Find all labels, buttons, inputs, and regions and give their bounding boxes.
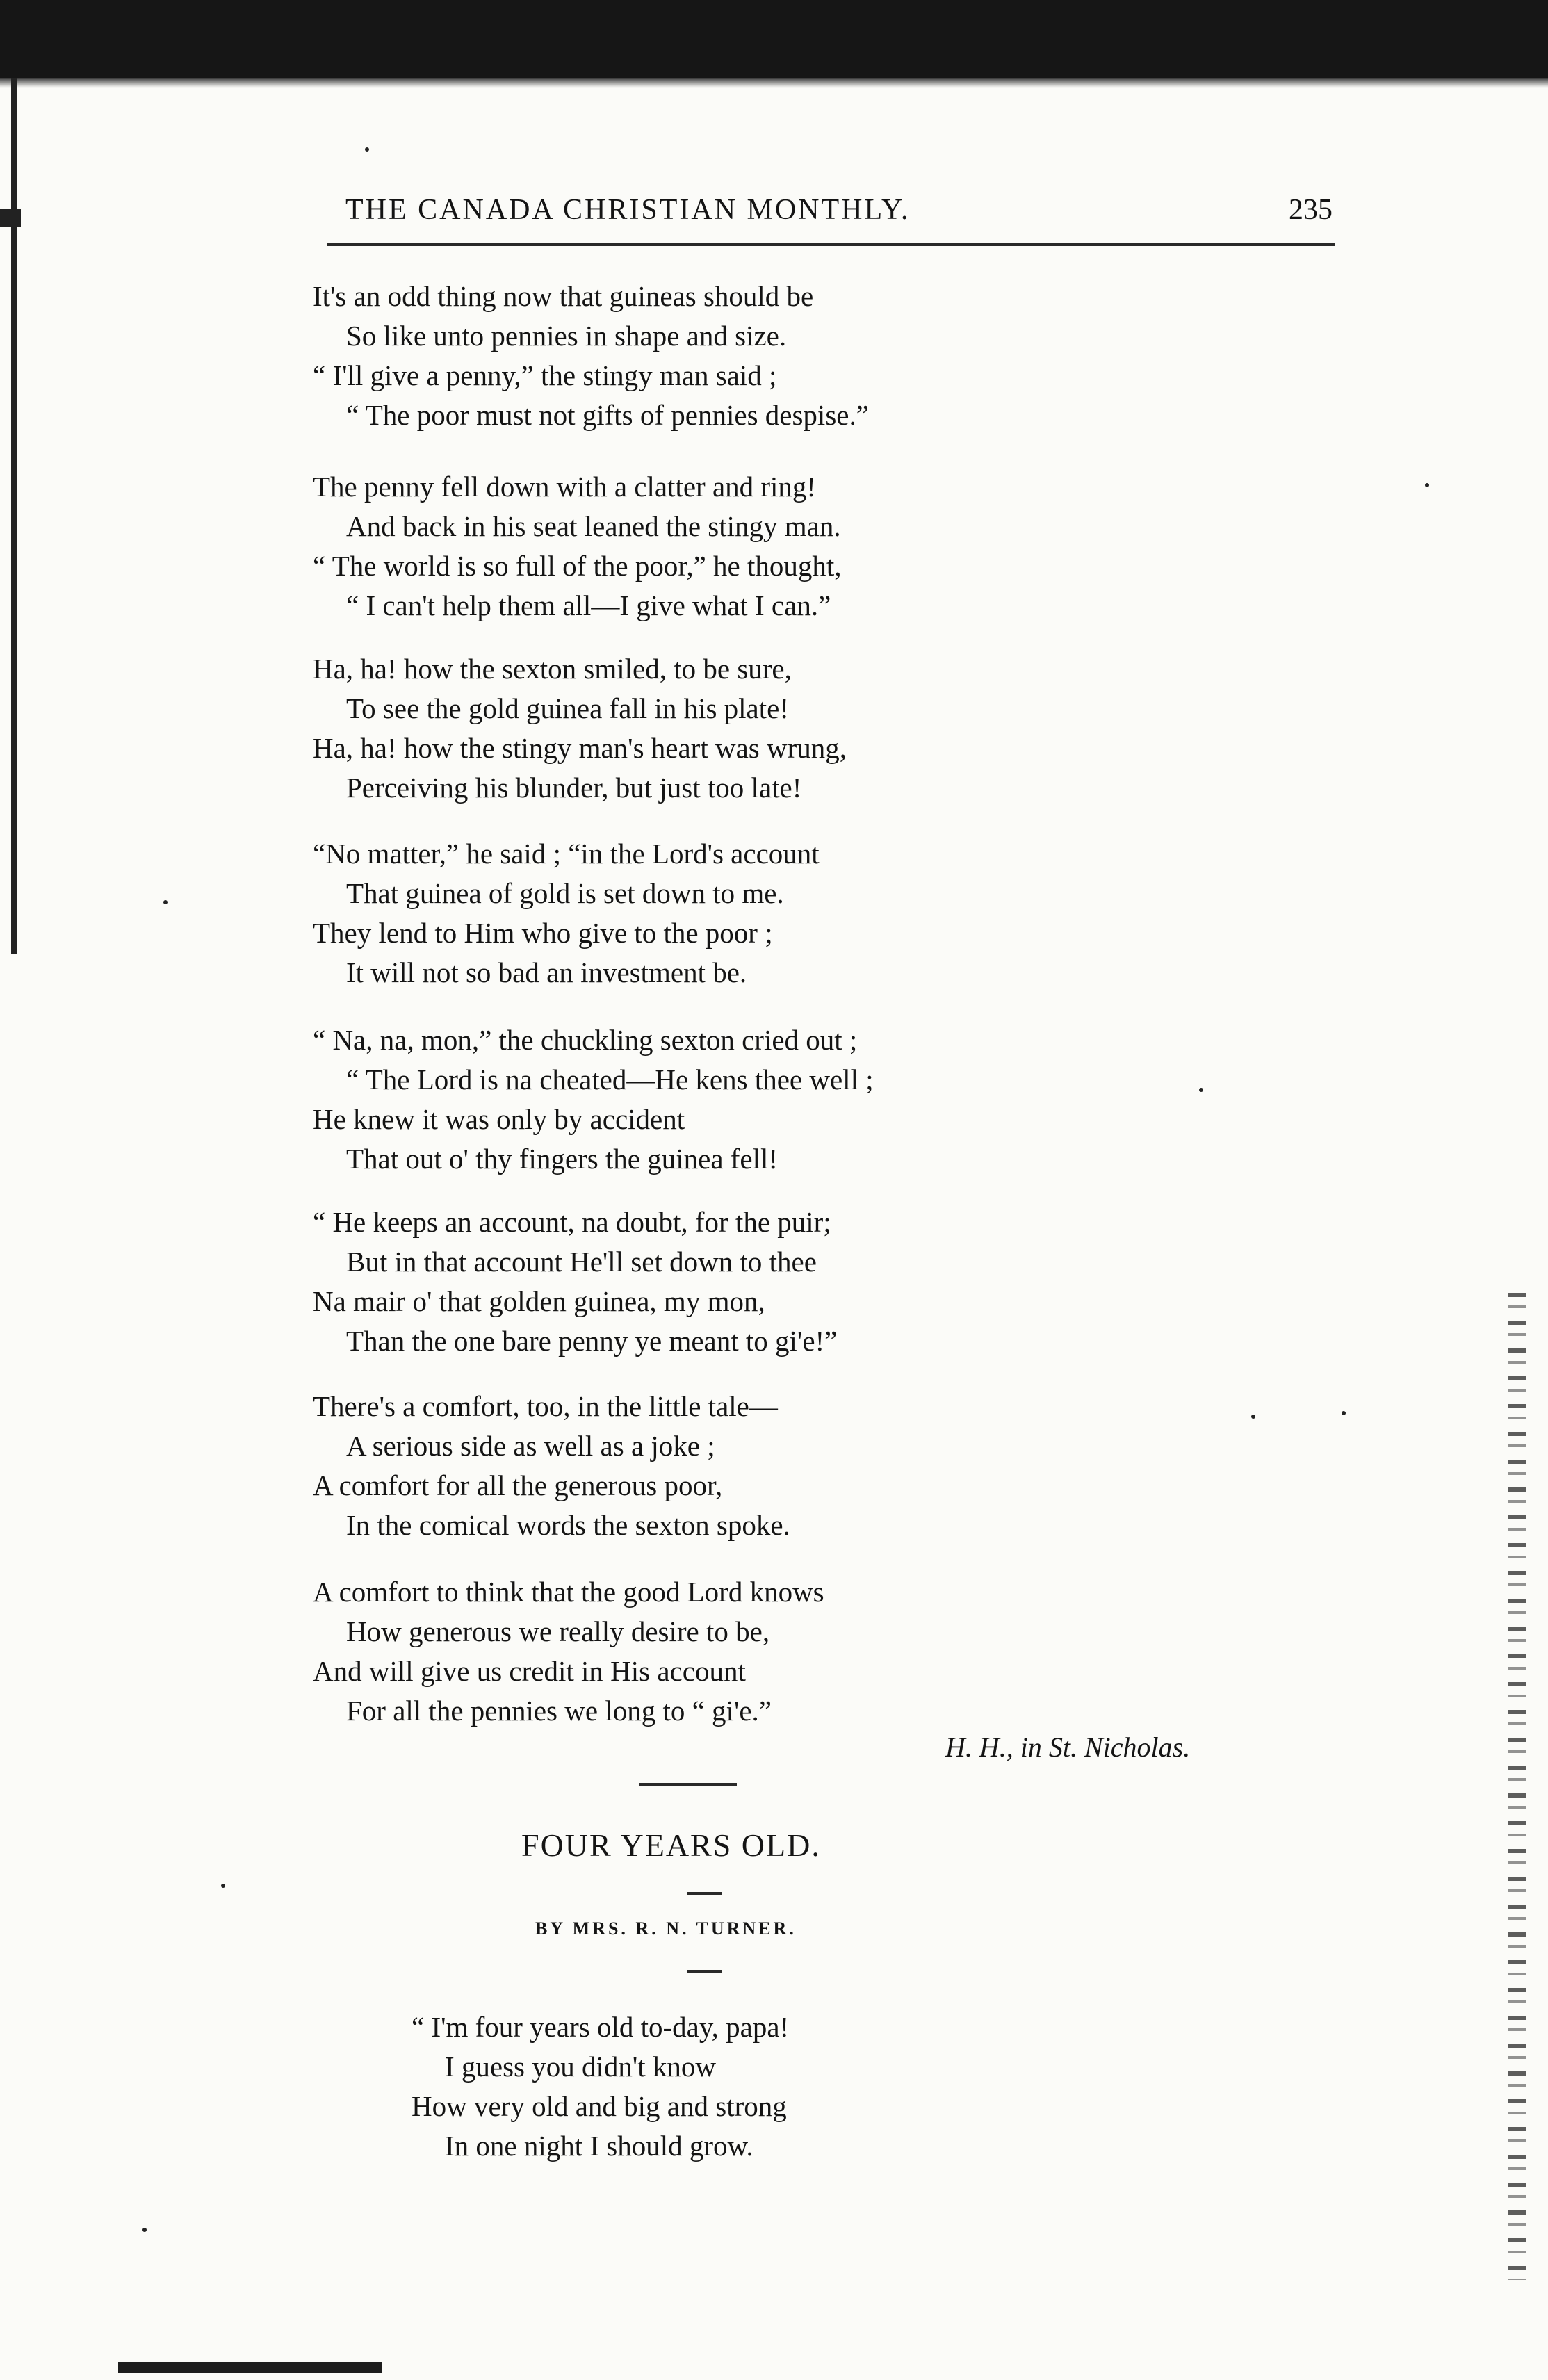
stanza xyxy=(313,834,1077,993)
poem-line: Than the one bare penny ye meant to gi'e!” xyxy=(346,1325,838,1357)
scan-speck xyxy=(163,900,168,904)
poem-line: A serious side as well as a joke ; xyxy=(346,1430,715,1462)
running-head xyxy=(345,193,1333,242)
stanza xyxy=(313,1020,1077,1179)
scan-border-right xyxy=(1508,1293,1526,2280)
poem-line: He knew it was only by accident xyxy=(313,1103,685,1135)
scan-speck xyxy=(221,1884,225,1888)
scan-speck xyxy=(365,147,369,152)
poem-line: “ The world is so full of the poor,” he thought, xyxy=(313,550,842,582)
poem-line: A comfort to think that the good Lord knows xyxy=(313,1576,824,1608)
poem-line: “ He keeps an account, na doubt, for the puir; xyxy=(313,1206,831,1238)
poem-line: “No matter,” he said ; “in the Lord's account xyxy=(313,838,820,870)
scan-border-top xyxy=(0,0,1548,78)
header-rule xyxy=(327,243,1335,246)
poem-line: So like unto pennies in shape and size. xyxy=(346,320,787,352)
scan-mark-left xyxy=(0,209,21,227)
stanza xyxy=(313,1387,1077,1545)
scan-speck xyxy=(1251,1415,1255,1419)
stanza xyxy=(313,277,1077,435)
poem-line: “ I'm four years old to-day, papa! xyxy=(412,2011,790,2043)
poem-line: It's an odd thing now that guineas should be xyxy=(313,280,814,312)
poem-line: How generous we really desire to be, xyxy=(346,1615,770,1647)
poem-line: Na mair o' that golden guinea, my mon, xyxy=(313,1285,765,1317)
poem-byline: BY MRS. R. N. TURNER. xyxy=(535,1918,797,1939)
poem-line: That guinea of gold is set down to me. xyxy=(346,877,784,909)
scan-mark-bottom xyxy=(118,2362,382,2373)
poem-line: And back in his seat leaned the stingy man. xyxy=(346,510,841,542)
poem-line: Ha, ha! how the sexton smiled, to be sure, xyxy=(313,653,792,685)
poem-line: That out o' thy fingers the guinea fell! xyxy=(346,1143,779,1175)
poem-line: “ Na, na, mon,” the chuckling sexton cried out ; xyxy=(313,1024,858,1056)
poem-line: But in that account He'll set down to thee xyxy=(346,1246,817,1278)
poem-line: The penny fell down with a clatter and ring! xyxy=(313,471,817,503)
poem-line: There's a comfort, too, in the little tale— xyxy=(313,1390,778,1422)
poem-attribution: H. H., in St. Nicholas. xyxy=(945,1731,1191,1763)
stanza xyxy=(313,1572,1077,1731)
section-divider xyxy=(639,1783,737,1786)
stanza xyxy=(313,1203,1077,1361)
poem-line: “ The Lord is na cheated—He kens thee well ; xyxy=(346,1063,874,1095)
poem-line: And will give us credit in His account xyxy=(313,1655,746,1687)
stanza xyxy=(313,649,1077,808)
stanza xyxy=(412,2007,1037,2166)
poem-line: To see the gold guinea fall in his plate! xyxy=(346,692,790,724)
poem-line: “ I'll give a penny,” the stingy man said ; xyxy=(313,359,777,391)
poem-line: “ The poor must not gifts of pennies despise.” xyxy=(346,399,869,431)
journal-title: THE CANADA CHRISTIAN MONTHLY. xyxy=(345,194,911,226)
poem-line: In the comical words the sexton spoke. xyxy=(346,1509,790,1541)
poem-line: In one night I should grow. xyxy=(445,2130,753,2162)
byline-rule xyxy=(687,1970,722,1973)
poem-line: They lend to Him who give to the poor ; xyxy=(313,917,773,949)
scan-speck xyxy=(142,2228,147,2232)
poem-line: It will not so bad an investment be. xyxy=(346,956,747,988)
poem-line: How very old and big and strong xyxy=(412,2090,787,2122)
scan-speck xyxy=(1425,483,1429,487)
scan-speck xyxy=(1342,1411,1346,1415)
title-rule xyxy=(687,1892,722,1895)
poem-line: “ I can't help them all—I give what I can.” xyxy=(346,589,831,621)
page-number: 235 xyxy=(1289,194,1333,226)
stanza xyxy=(313,467,1077,626)
poem-title: FOUR YEARS OLD. xyxy=(521,1827,821,1863)
poem-line: Perceiving his blunder, but just too late! xyxy=(346,772,802,804)
scan-speck xyxy=(1199,1088,1203,1092)
poem-line: For all the pennies we long to “ gi'e.” xyxy=(346,1695,772,1727)
poem-line: A comfort for all the generous poor, xyxy=(313,1469,723,1501)
poem-line: I guess you didn't know xyxy=(445,2051,717,2082)
poem-line: Ha, ha! how the stingy man's heart was wrung, xyxy=(313,732,847,764)
